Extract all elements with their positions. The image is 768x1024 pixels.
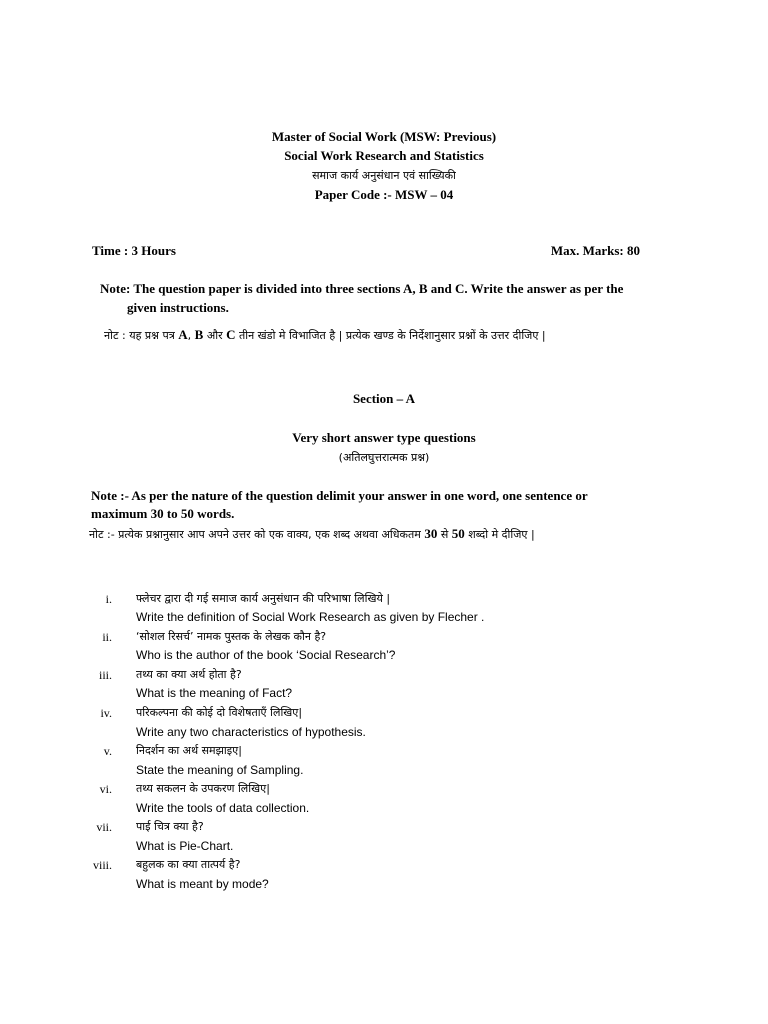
question-hindi: फ्लेचर द्वारा दी गई समाज कार्य अनुसंधान की परिभाषा लिखिये |	[136, 592, 391, 605]
section-note-hindi-post: शब्दो मे दीजिए |	[464, 528, 535, 541]
question-hindi: परिकल्पना की कोई दो विशेषताएँ लिखिए|	[136, 706, 303, 719]
question-english: What is Pie-Chart.	[136, 839, 234, 853]
question-hindi: ‘सोशल रिसर्च’ नामक पुस्तक के लेखक कौन है?	[136, 630, 327, 643]
course-title: Master of Social Work (MSW: Previous)	[271, 129, 497, 144]
question-english: Write the tools of data collection.	[136, 801, 310, 815]
question-number: iii.	[98, 668, 112, 682]
general-note-hindi-sep2: और	[203, 329, 227, 342]
max-marks: Max. Marks: 80	[550, 243, 640, 258]
general-note-hindi-post: तीन खंडो मे विभाजित है | प्रत्येक खण्ड के निर्देशानुसार प्रश्नों के उत्तर दीजिए |	[235, 329, 546, 342]
general-note-hindi	[104, 327, 546, 343]
question-number: v.	[103, 744, 112, 758]
general-note-hindi-pre: नोट : यह प्रश्न पत्र	[104, 329, 179, 342]
question-english: Write the definition of Social Work Research as given by Flecher .	[136, 610, 485, 624]
question-number: ii.	[102, 630, 112, 644]
general-note-hindi-sep1: ,	[187, 329, 195, 342]
question-hindi: तथ्य सकलन के उपकरण लिखिए|	[136, 782, 270, 795]
question-english: What is meant by mode?	[136, 877, 269, 891]
subject-title: Social Work Research and Statistics	[284, 148, 484, 163]
section-note-hindi-mid: से	[437, 528, 452, 541]
question-hindi: बहुलक का क्या तात्पर्य है?	[136, 858, 241, 871]
subject-title-hindi: समाज कार्य अनुसंधान एवं साख्यिकी	[312, 169, 456, 182]
section-note-line2: maximum 30 to 50 words.	[91, 506, 235, 521]
question-hindi: निदर्शन का अर्थ समझाइए|	[136, 744, 242, 757]
section-a-letter: A	[178, 327, 188, 342]
question-number: viii.	[92, 858, 112, 872]
section-subtitle: Very short answer type questions	[292, 430, 476, 445]
word-limit-max: 50	[451, 526, 465, 541]
section-title: Section – A	[352, 391, 416, 406]
paper-code: Paper Code :- MSW – 04	[314, 187, 454, 202]
question-number: iv.	[100, 706, 112, 720]
section-note-line1: Note :- As per the nature of the question delimit your answer in one word, one sentence or	[91, 488, 588, 503]
word-limit-min: 30	[424, 526, 438, 541]
section-subtitle-hindi: (अतिलघुत्तरात्मक प्रश्न)	[338, 451, 430, 464]
general-note-line1: Note: The question paper is divided into three sections A, B and C. Write the answer as per the	[100, 281, 624, 296]
question-english: What is the meaning of Fact?	[136, 686, 293, 700]
section-c-letter: C	[226, 327, 236, 342]
question-hindi: तथ्य का क्या अर्थ होता है?	[136, 668, 242, 681]
exam-time: Time : 3 Hours	[92, 243, 176, 258]
question-english: Write any two characteristics of hypothesis.	[136, 725, 366, 739]
question-hindi: पाई चित्र क्या है?	[136, 820, 204, 833]
question-number: vii.	[96, 820, 112, 834]
section-note-hindi	[89, 526, 535, 542]
question-number: vi.	[99, 782, 112, 796]
question-number: i.	[105, 592, 112, 606]
question-english: State the meaning of Sampling.	[136, 763, 304, 777]
section-note-hindi-pre: नोट :- प्रत्येक प्रश्नानुसार आप अपने उत्तर को एक वाक्य, एक शब्द अथवा अधिकतम	[89, 528, 425, 541]
general-note-line2: given instructions.	[127, 300, 229, 315]
section-b-letter: B	[194, 327, 204, 342]
question-english: Who is the author of the book ‘Social Research’?	[136, 648, 396, 662]
